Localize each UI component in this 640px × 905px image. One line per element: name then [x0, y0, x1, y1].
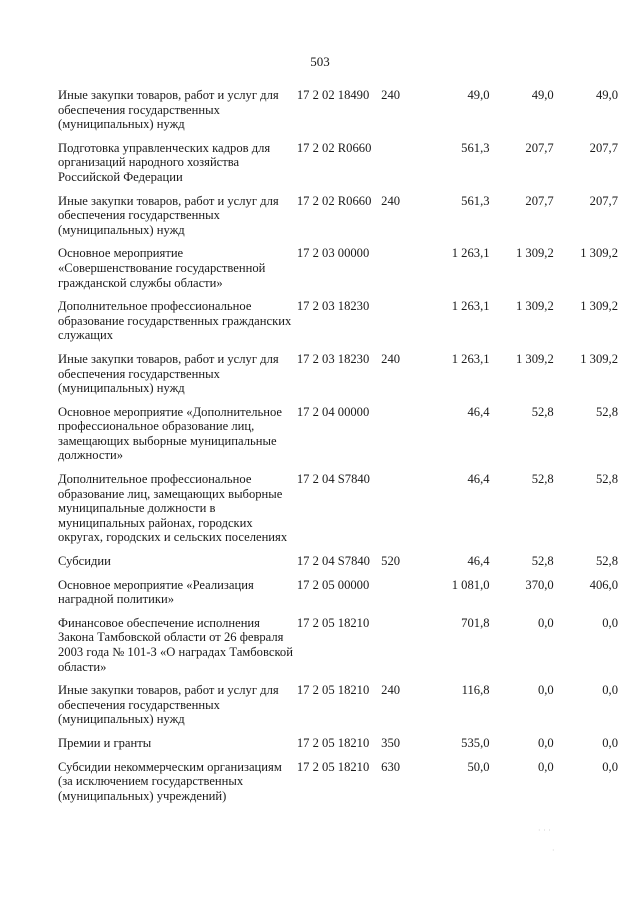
row-value-3-cell: 49,0 [595, 88, 618, 102]
row-name-cell: Основное мероприятие «Дополнительное профессиональное образование лиц, замещающих выборные муниципальные должности» [58, 404, 283, 463]
row-value-2-cell: 52,8 [531, 472, 554, 487]
row-value-1-cell: 701,8 [461, 615, 490, 630]
row-code-cell: 17 2 03 18230 [296, 351, 370, 366]
row-code-cell: 17 2 03 00000 [296, 246, 370, 261]
row-expense-type-cell: 630 [381, 759, 401, 774]
row-value-3-cell: 207,7 [589, 193, 618, 208]
row-value-3-cell: 1 309,2 [580, 351, 618, 366]
table-row [58, 141, 618, 194]
row-expense-type-cell: 240 [381, 88, 401, 102]
row-code-cell: 17 2 04 S7840 [296, 472, 370, 487]
row-value-2-cell: 207,7 [525, 140, 554, 155]
table-row [58, 194, 618, 247]
row-value-3-cell: 1 309,2 [580, 299, 618, 314]
row-name-cell: Дополнительное профессиональное образование лиц, замещающих выборные муниципальные должности в муниципальных районах, городских округах, городских и сельских поселениях [58, 472, 288, 545]
row-name-cell: Подготовка управленческих кадров для организаций народного хозяйства Российской Федерации [58, 140, 271, 184]
row-expense-type-cell [381, 472, 409, 554]
table-row [58, 352, 618, 405]
row-code-cell: 17 2 04 00000 [296, 404, 370, 419]
row-value-2-cell: 1 309,2 [515, 299, 554, 314]
table-row [58, 472, 618, 554]
row-code-cell: 17 2 04 S7840 [296, 554, 370, 569]
row-expense-type-cell [381, 616, 409, 683]
row-expense-type-cell: 240 [381, 193, 401, 208]
row-value-1-cell: 46,4 [467, 404, 490, 419]
row-value-2-cell: 49,0 [531, 88, 554, 102]
table-row [58, 760, 618, 813]
row-value-1-cell: 535,0 [461, 735, 490, 750]
row-value-3-cell: 406,0 [589, 577, 618, 592]
row-value-3-cell: 52,8 [595, 404, 618, 419]
table-row [58, 554, 618, 578]
table-row [58, 246, 618, 299]
row-value-2-cell: 0,0 [537, 615, 554, 630]
row-value-3-cell: 52,8 [595, 554, 618, 569]
table-row [58, 736, 618, 760]
table-row [58, 683, 618, 736]
row-name-cell: Иные закупки товаров, работ и услуг для обеспечения государственных (муниципальных) нужд [58, 683, 279, 727]
row-name-cell: Основное мероприятие «Совершенствование государственной гражданской службы области» [58, 246, 266, 290]
row-code-cell: 17 2 02 R0660 [296, 193, 372, 208]
row-name-cell: Премии и гранты [58, 735, 152, 750]
table-row [58, 616, 618, 683]
table-row [58, 88, 618, 141]
row-code-cell: 17 2 05 18210 [296, 615, 370, 630]
row-value-1-cell: 116,8 [461, 683, 490, 698]
row-name-cell: Финансовое обеспечение исполнения Закона Тамбовской области от 26 февраля 2003 года № 101-З «О наградах Тамбовской области» [58, 615, 293, 674]
budget-table [58, 88, 618, 812]
row-expense-type-cell: 240 [381, 683, 401, 698]
row-value-2-cell: 52,8 [531, 554, 554, 569]
row-value-1-cell: 50,0 [467, 759, 490, 774]
row-code-cell: 17 2 03 18230 [296, 299, 370, 314]
row-value-2-cell: 0,0 [537, 683, 554, 698]
row-value-2-cell: 0,0 [537, 759, 554, 774]
table-row [58, 405, 618, 472]
row-code-cell: 17 2 02 R0660 [296, 140, 372, 155]
row-value-3-cell: 0,0 [602, 615, 618, 630]
page-number: 503 [310, 54, 330, 69]
row-value-3-cell: 0,0 [602, 683, 618, 698]
row-value-2-cell: 1 309,2 [515, 351, 554, 366]
row-value-3-cell: 0,0 [602, 735, 618, 750]
row-name-cell: Дополнительное профессиональное образование государственных гражданских служащих [58, 299, 292, 343]
row-value-3-cell: 207,7 [589, 140, 618, 155]
row-value-1-cell: 1 263,1 [451, 351, 490, 366]
row-value-1-cell: 1 263,1 [451, 246, 490, 261]
row-expense-type-cell [381, 246, 409, 299]
row-value-1-cell: 46,4 [467, 472, 490, 487]
row-name-cell: Субсидии [58, 554, 111, 569]
row-value-1-cell: 561,3 [461, 140, 490, 155]
table-row [58, 299, 618, 352]
row-expense-type-cell [381, 299, 409, 352]
row-expense-type-cell: 350 [381, 735, 401, 750]
row-code-cell: 17 2 05 18210 [296, 683, 370, 698]
row-expense-type-cell [381, 578, 409, 616]
row-code-cell: 17 2 05 00000 [296, 577, 370, 592]
row-code-cell: 17 2 05 18210 [296, 735, 370, 750]
row-value-2-cell: 370,0 [525, 577, 554, 592]
row-value-2-cell: 207,7 [525, 193, 554, 208]
row-expense-type-cell [381, 141, 409, 194]
table-row [58, 578, 618, 616]
row-name-cell: Основное мероприятие «Реализация наградной политики» [58, 577, 254, 607]
row-name-cell: Иные закупки товаров, работ и услуг для обеспечения государственных (муниципальных) нужд [58, 88, 279, 132]
row-value-2-cell: 0,0 [537, 735, 554, 750]
row-expense-type-cell [381, 405, 409, 472]
row-value-3-cell: 1 309,2 [580, 246, 618, 261]
row-name-cell: Иные закупки товаров, работ и услуг для обеспечения государственных (муниципальных) нужд [58, 193, 279, 237]
row-value-2-cell: 52,8 [531, 404, 554, 419]
row-value-3-cell: 52,8 [595, 472, 618, 487]
row-name-cell: Субсидии некоммерческим организациям (за исключением государственных (муниципальных) учреждений) [58, 759, 282, 803]
scan-artifact: · [552, 846, 555, 855]
row-value-1-cell: 1 263,1 [451, 299, 490, 314]
scan-artifact: · · · [538, 826, 551, 835]
budget-table-body [58, 88, 618, 812]
row-name-cell: Иные закупки товаров, работ и услуг для обеспечения государственных (муниципальных) нужд [58, 351, 279, 396]
row-value-2-cell: 1 309,2 [515, 246, 554, 261]
row-expense-type-cell: 240 [381, 351, 401, 366]
row-value-1-cell: 49,0 [467, 88, 490, 102]
row-code-cell: 17 2 02 18490 [296, 88, 370, 102]
row-value-1-cell: 561,3 [461, 193, 490, 208]
row-value-1-cell: 1 081,0 [451, 577, 490, 592]
row-expense-type-cell: 520 [381, 554, 401, 569]
row-value-3-cell: 0,0 [602, 759, 618, 774]
row-value-1-cell: 46,4 [467, 554, 490, 569]
row-code-cell: 17 2 05 18210 [296, 759, 370, 774]
